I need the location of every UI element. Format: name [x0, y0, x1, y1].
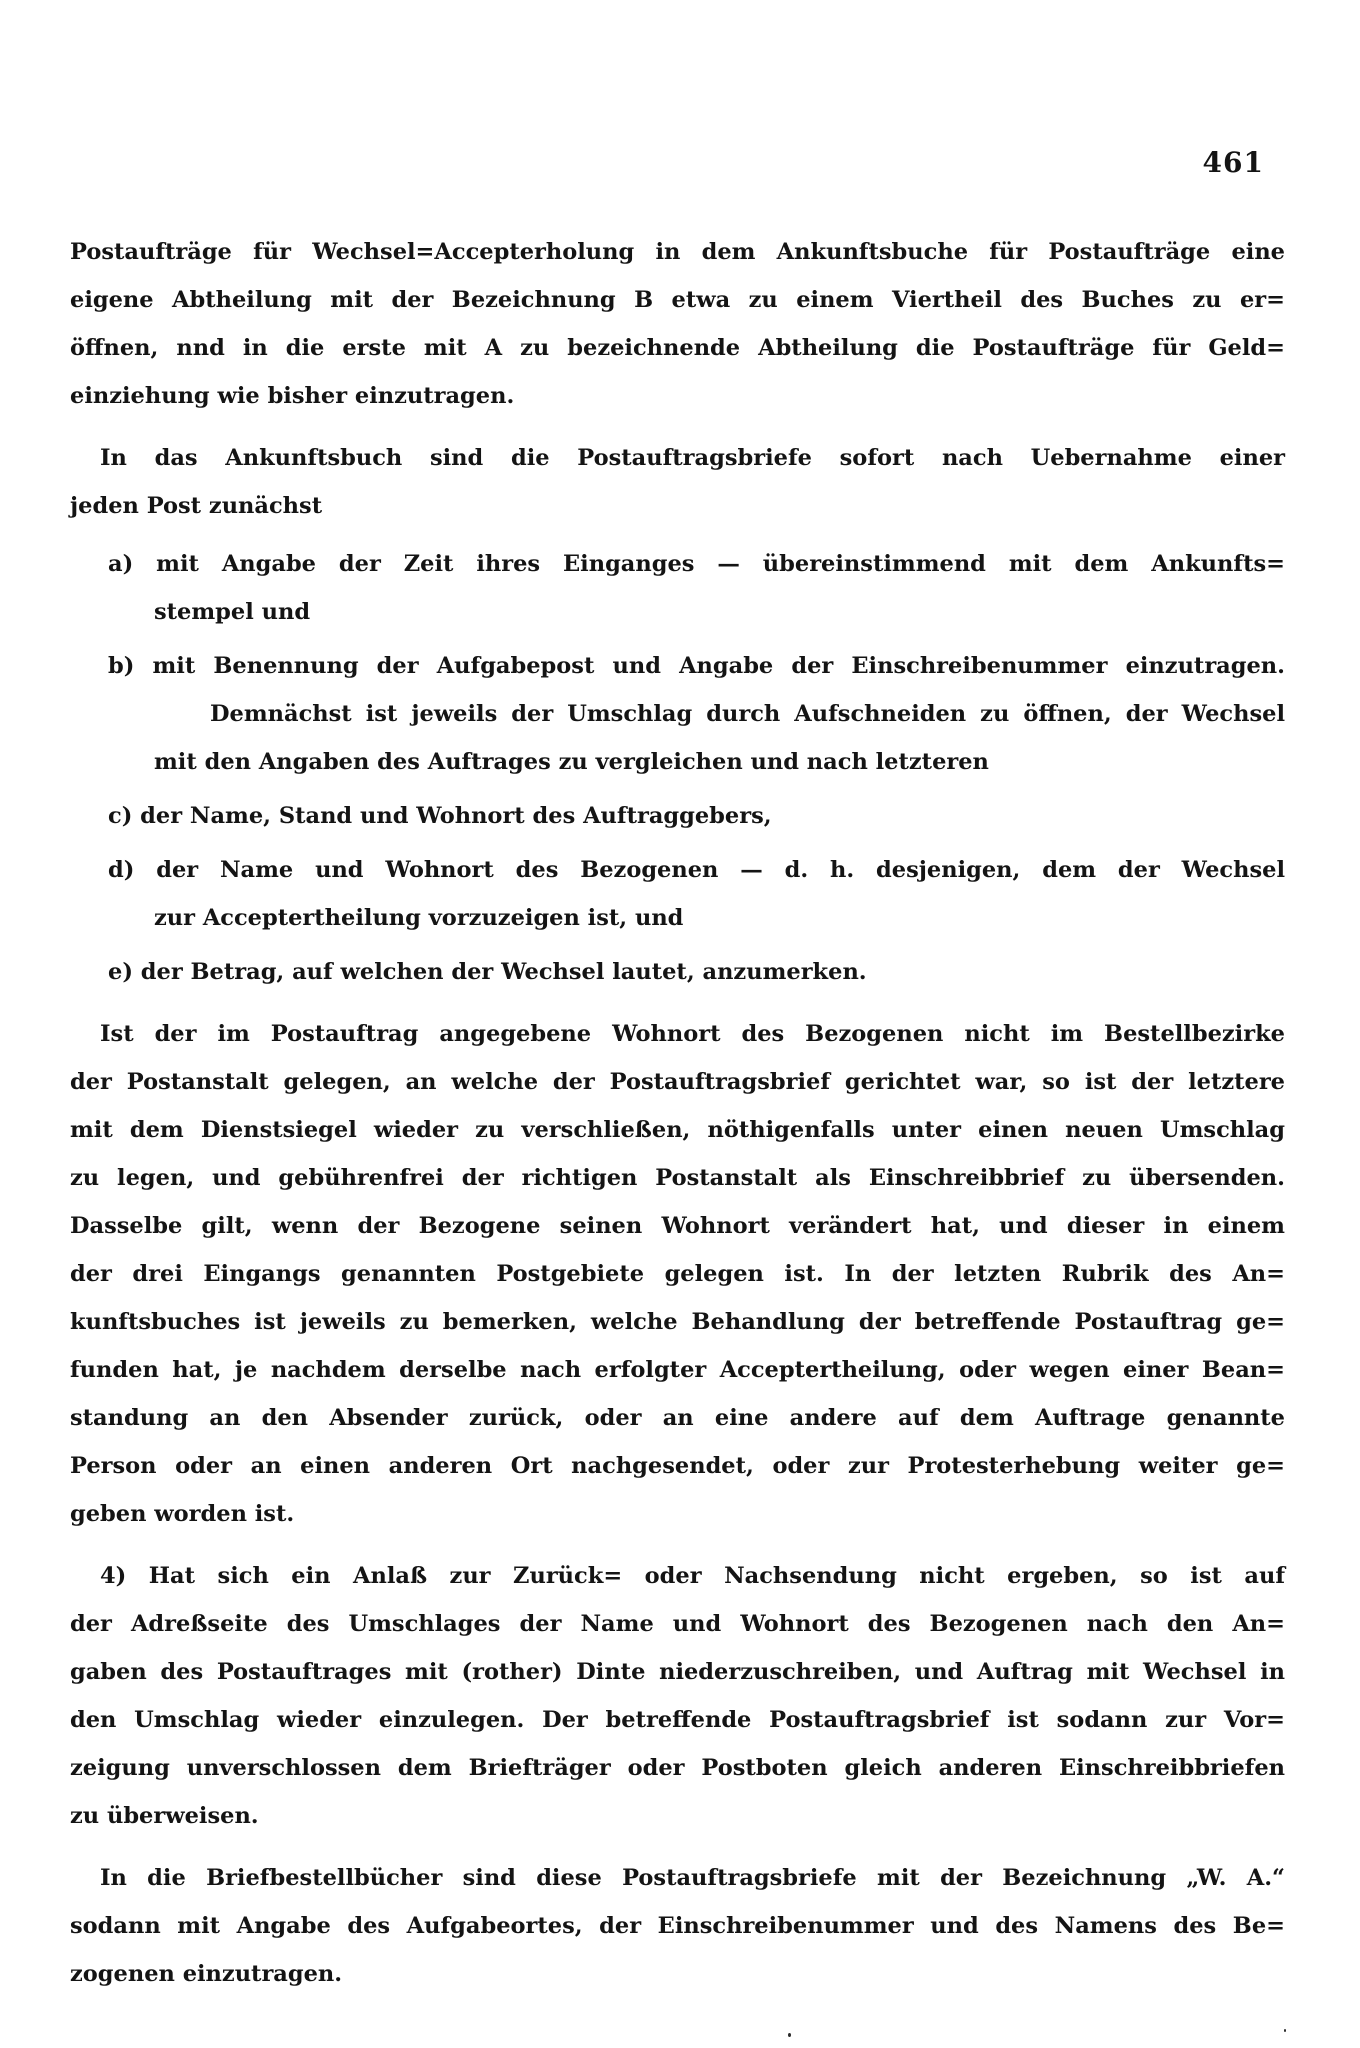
list-item: [70, 792, 1285, 840]
text-line: stempel und: [154, 599, 311, 625]
text-line: der Adreßseite des Umschlages der Name und Wohnort des Bezogenen nach den An=: [70, 1611, 1285, 1637]
text-line: sodann mit Angabe des Aufgabeortes, der Einschreibenummer und des Namens des Be=: [70, 1913, 1285, 1939]
text-line: standung an den Absender zurück, oder an eine andere auf dem Auftrage genannte: [70, 1405, 1285, 1431]
text-line: Dasselbe gilt, wenn der Bezogene seinen Wohnort verändert hat, und dieser in einem: [70, 1213, 1285, 1239]
list-item: [70, 540, 1285, 636]
text-line: der Postanstalt gelegen, an welche der Postauftragsbrief gerichtet war, so ist der letztere: [70, 1069, 1285, 1095]
list-item: [70, 642, 1285, 786]
text-line: In die Briefbestellbücher sind diese Postauftragsbriefe mit der Bezeichnung „W. A.“: [100, 1865, 1285, 1891]
list-item: [70, 846, 1285, 942]
text-line: geben worden ist.: [70, 1501, 295, 1527]
text-line: mit den Angaben des Auftrages zu vergleichen und nach letzteren: [154, 749, 989, 775]
text-line: der drei Eingangs genannten Postgebiete gelegen ist. In der letzten Rubrik des An=: [70, 1261, 1285, 1287]
text-line: e) der Betrag, auf welchen der Wechsel lautet, anzumerken.: [108, 959, 867, 985]
page-body: [70, 228, 1285, 1998]
list-item: [70, 948, 1285, 996]
text-line: zogenen einzutragen.: [70, 1961, 343, 1987]
paragraph: [70, 1552, 1285, 1840]
scan-speck: [788, 2033, 791, 2037]
scan-speck: [1284, 2029, 1286, 2032]
text-line: zu überweisen.: [70, 1803, 259, 1829]
text-line: zeigung unverschlossen dem Briefträger oder Postboten gleich anderen Einschreibbriefen: [70, 1755, 1285, 1781]
text-line: b) mit Benennung der Aufgabepost und Angabe der Einschreibenummer einzutragen.: [108, 653, 1285, 679]
text-line: eigene Abtheilung mit der Bezeichnung B etwa zu einem Viertheil des Buches zu er=: [70, 287, 1285, 313]
text-line: In das Ankunftsbuch sind die Postauftragsbriefe sofort nach Uebernahme einer: [100, 445, 1285, 471]
text-line: Ist der im Postauftrag angegebene Wohnort des Bezogenen nicht im Bestellbezirke: [100, 1021, 1285, 1047]
text-line: den Umschlag wieder einzulegen. Der betreffende Postauftragsbrief ist sodann zur Vor=: [70, 1707, 1285, 1733]
paragraph: [70, 434, 1285, 530]
text-line: Demnächst ist jeweils der Umschlag durch Aufschneiden zu öffnen, der Wechsel: [210, 701, 1285, 727]
paragraph: [70, 1010, 1285, 1538]
text-line: einziehung wie bisher einzutragen.: [70, 383, 515, 409]
text-line: c) der Name, Stand und Wohnort des Auftraggebers,: [108, 803, 772, 829]
paragraph: [70, 1854, 1285, 1998]
text-line: jeden Post zunächst: [70, 493, 323, 519]
text-line: kunftsbuches ist jeweils zu bemerken, welche Behandlung der betreffende Postauftrag ge=: [70, 1309, 1285, 1335]
text-line: Postaufträge für Wechsel=Accepterholung in dem Ankunftsbuche für Postaufträge eine: [70, 239, 1285, 265]
text-line: 4) Hat sich ein Anlaß zur Zurück= oder Nachsendung nicht ergeben, so ist auf: [100, 1563, 1285, 1589]
text-line: d) der Name und Wohnort des Bezogenen — d. h. desjenigen, dem der Wechsel: [108, 857, 1285, 883]
page-number: 461: [1202, 146, 1264, 179]
ordered-list: [70, 540, 1285, 996]
text-line: a) mit Angabe der Zeit ihres Einganges — übereinstimmend mit dem Ankunfts=: [108, 551, 1285, 577]
text-line: gaben des Postauftrages mit (rother) Dinte niederzuschreiben, und Auftrag mit Wechsel in: [70, 1659, 1285, 1685]
text-line: funden hat, je nachdem derselbe nach erfolgter Acceptertheilung, oder wegen einer Bean=: [70, 1357, 1285, 1383]
text-line: mit dem Dienstsiegel wieder zu verschließen, nöthigenfalls unter einen neuen Umschlag: [70, 1117, 1285, 1143]
text-line: zu legen, und gebührenfrei der richtigen Postanstalt als Einschreibbrief zu übersenden.: [70, 1165, 1285, 1191]
paragraph: [70, 228, 1285, 420]
text-line: zur Acceptertheilung vorzuzeigen ist, und: [154, 905, 684, 931]
text-line: Person oder an einen anderen Ort nachgesendet, oder zur Protesterhebung weiter ge=: [70, 1453, 1285, 1479]
text-line: öffnen, nnd in die erste mit A zu bezeichnende Abtheilung die Postaufträge für Geld=: [70, 335, 1285, 361]
